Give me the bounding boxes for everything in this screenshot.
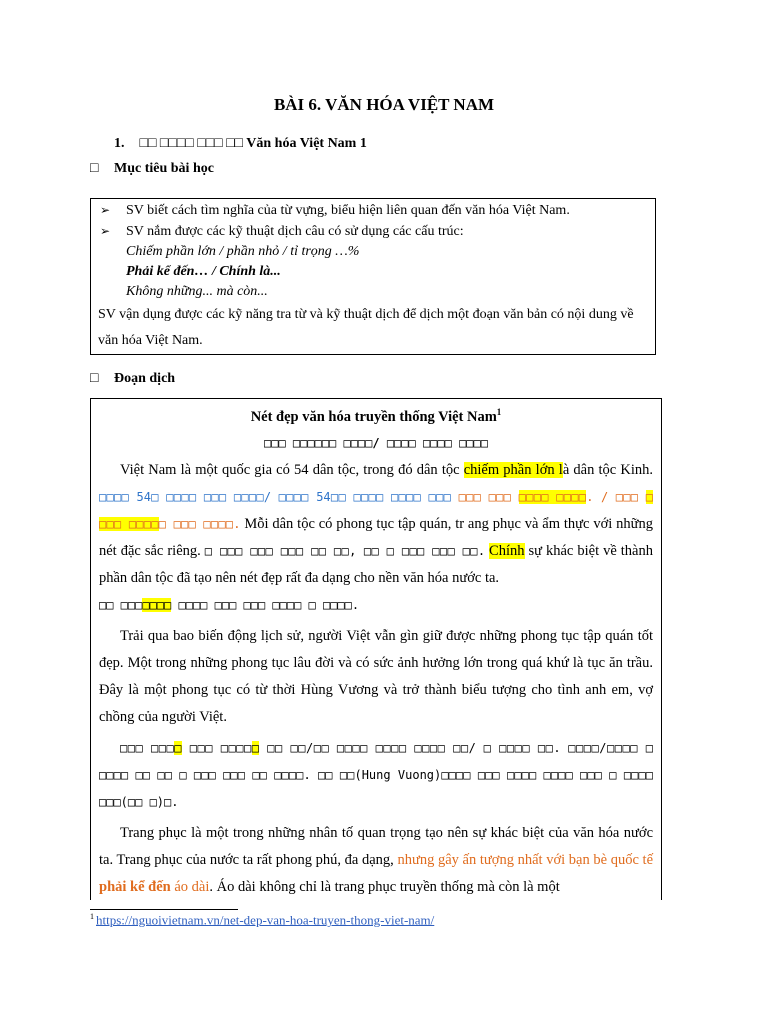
footnote-separator [90,909,238,910]
structure-item: Chiếm phần lớn / phần nhỏ / tỉ trọng …% [126,244,360,259]
paragraph-1-korean: □□ □□□□□□□ □□□□ □□□ □□□ □□□□ □ □□□□. [99,597,360,612]
passage-title-text: Nét đẹp văn hóa truyền thống Việt Nam [250,408,497,425]
section-1-heading [114,136,367,152]
highlight: □□□□ [142,597,172,612]
korean-translation: □□□□ 54□ □□□□ □□□ □□□□/ □□□□ 54□□ □□□□ □□□□ □□□ [99,489,459,504]
paragraph-3: Trang phục là một trong những nhân tố quan trọng tạo nên sự khác biệt của văn hóa nước ta. Trang phục của nước ta rất phong phú, đa dạng, nhưng gây ấn tượng nhất với bạn bè quốc tế phải kể đến áo dài. Áo dài không chỉ là trang phục truyền thống mà còn là một [99,824,654,895]
objectives-heading-text: Mục tiêu bài học [114,161,214,176]
paragraph-1: Việt Nam là một quốc gia có 54 dân tộc, trong đó dân tộc chiếm phần lớn là dân tộc Kinh. □□□□ 54□ □□□□ □□□ □□□□/ □□□□ 54□□ □□□□ □□□□ □□□ □□□ □□□ □□□□ □□□□. / □□□ □ □□□ □□□□□ □□□ □□□□. Mỗi dân tộc có phong tục tập quán, tr ang phục và ẩm thực với những nét đặc sắc riêng. □ □□□ □□□ □□□ □□ □□, □□ □ □□□ □□□ □□. Chính sự khác biệt về thành phần dân tộc đã tạo nên nét đẹp rất đa dạng cho nền văn hóa nước ta. [99,461,654,586]
footnote-link[interactable]: https://nguoivietnam.vn/net-dep-van-hoa-truyen-thong-viet-nam/ [96,912,435,928]
footnote [90,912,434,928]
bullet-icon: □ [90,371,99,386]
section-korean-text: □□ □□□□ □□□ □□ [139,136,244,151]
bullet-icon: □ [90,161,99,176]
structure-item: Không những... mà còn... [126,284,268,299]
passage-heading [90,371,175,387]
footnote-number: 1 [90,912,94,921]
highlight: chiếm phần lớn l [463,461,563,478]
highlight: □ □□□ □□□□ [99,489,654,531]
korean-translation: □ □□□ □□□ □□□ □□ □□, □□ □ □□□ □□□ □□. [204,543,486,558]
section-title-text: Văn hóa Việt Nam 1 [246,136,367,151]
highlight: □□□□ □□□□ [518,489,587,504]
document-title: BÀI 6. VĂN HÓA VIỆT NAM [273,95,495,114]
passage-korean-title: □□□ □□□□□□ □□□□/ □□□□ □□□□ □□□□ [264,435,488,450]
structure-item: Phải kể đến… / Chính là... [126,264,281,279]
highlight: □ [251,740,260,755]
passage-title [99,400,653,429]
objective-text: SV biết cách tìm nghĩa của từ vựng, biểu hiện liên quan đến văn hóa Việt Nam. [126,203,570,218]
objectives-heading [90,161,214,177]
translation-passage-box [90,398,662,900]
paragraph-2-korean: □□□ □□□□ □□□ □□□□□ □□ □□/□□ □□□□ □□□□ □□□□ □□/ □ □□□□ □□. □□□□/□□□□ □ □□□□ □□ □□ □ □□□ □□□ □□ □□□□. □□ □□(Hung Vuong)□□□□ □□□ □□□□ □□□□ □□□ □ □□□□ □□□(□□ □)□. [99,740,653,809]
arrow-bullet-icon: ➢ [100,224,111,238]
highlight: Chính [489,542,525,559]
objective-text: SV nắm được các kỹ thuật dịch câu có sử dụng các cấu trúc: [126,224,464,239]
section-number: 1. [114,136,125,151]
passage-heading-text: Đoạn dịch [114,371,176,386]
objectives-closing: SV vận dụng được các kỹ năng tra từ và kỹ thuật dịch để dịch một đoạn văn bản có nội dung về văn hóa Việt Nam. [98,307,634,348]
objective-bullet [98,221,648,242]
arrow-bullet-icon: ➢ [100,203,111,217]
objective-bullet [98,200,648,221]
highlight: □ [174,740,182,755]
objectives-box [90,198,656,355]
footnote-ref: 1 [496,407,502,417]
paragraph-2: Trải qua bao biến động lịch sử, người Việt vẫn gìn giữ được những phong tục tập quán tốt đẹp. Một trong những phong tục lâu đời và có sức ảnh hưởng lớn trong quá khứ là tục ăn trầu. Đây là một phong tục có từ thời Hùng Vương và trở thành biểu tượng cho tình anh em, vợ chồng của người Việt. [99,627,653,725]
